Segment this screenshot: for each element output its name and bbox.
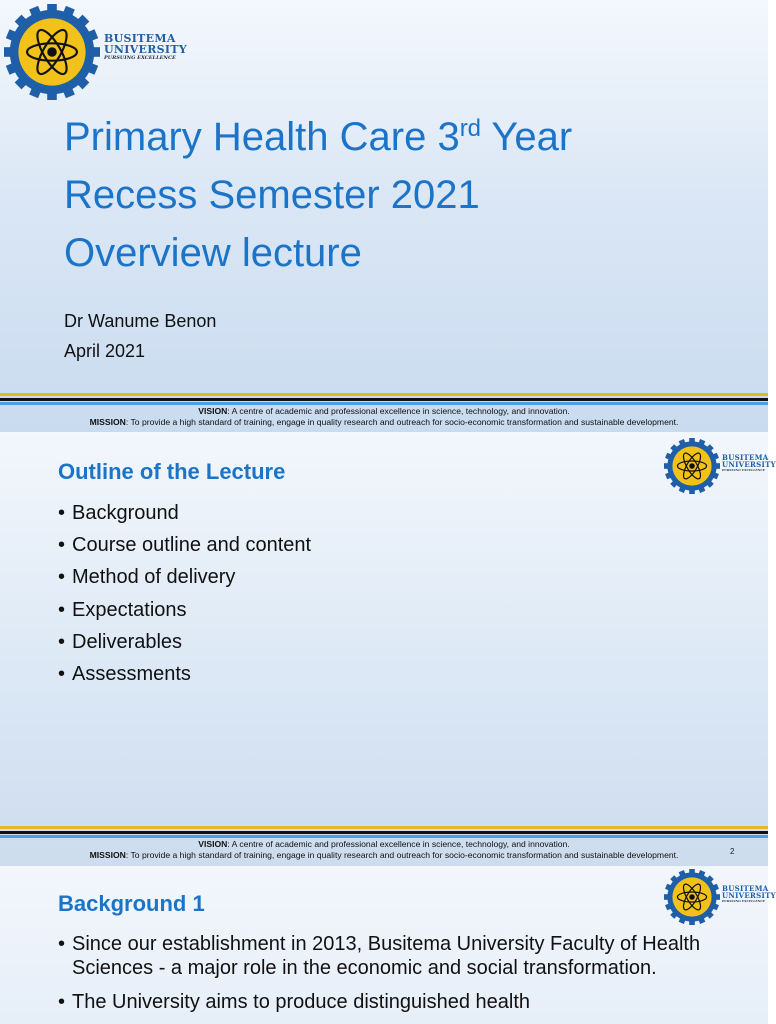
footer-color-band bbox=[0, 393, 768, 405]
vision-mission-footer bbox=[0, 406, 768, 428]
list-item: • The University aims to produce distinguished health bbox=[58, 990, 738, 1014]
background-bullet-list bbox=[58, 932, 738, 1024]
outline-slide bbox=[0, 432, 776, 866]
list-item: • Since our establishment in 2013, Busitema University Faculty of Health Sciences - a major role in the economic and social transformation. bbox=[58, 932, 738, 980]
vision-line: VISION: A centre of academic and professional excellence in science, technology, and innovation. bbox=[198, 839, 570, 849]
list-item: • Deliverables bbox=[58, 626, 311, 658]
footer-color-band bbox=[0, 826, 768, 838]
university-logo-text bbox=[104, 33, 187, 62]
title-slide bbox=[0, 0, 768, 432]
title-line-1: Primary Health Care 3rd Year bbox=[64, 115, 573, 159]
list-item: • Assessments bbox=[58, 658, 311, 690]
outline-bullet-list bbox=[58, 497, 311, 690]
list-item: • Background bbox=[58, 497, 311, 529]
vision-line: VISION: A centre of academic and professional excellence in science, technology, and innovation. bbox=[198, 406, 570, 416]
mission-line: MISSION: To provide a high standard of training, engage in quality research and outreach for socio-economic transformation and sustainable development. bbox=[89, 850, 679, 860]
background-slide bbox=[0, 866, 776, 1024]
presentation-date: April 2021 bbox=[64, 341, 146, 361]
vision-mission-footer bbox=[0, 839, 768, 861]
list-item: • Expectations bbox=[58, 594, 311, 626]
slide-title bbox=[64, 108, 744, 282]
slide-heading: Outline of the Lecture bbox=[58, 459, 286, 484]
title-line-2: Recess Semester 2021 bbox=[64, 173, 480, 217]
university-gear-logo-icon bbox=[664, 869, 720, 925]
list-item: • Method of delivery bbox=[58, 561, 311, 593]
slide-page-number: 2 bbox=[730, 847, 735, 856]
mission-line: MISSION: To provide a high standard of training, engage in quality research and outreach for socio-economic transformation and sustainable development. bbox=[89, 417, 679, 427]
logo-motto: PURSUING EXCELLENCE bbox=[104, 55, 176, 61]
list-item: • Course outline and content bbox=[58, 529, 311, 561]
slide-heading: Background 1 bbox=[58, 891, 205, 916]
university-logo-text: BUSITEMA UNIVERSITY PURSUING EXCELLENCE bbox=[722, 453, 776, 472]
university-logo-text: BUSITEMA UNIVERSITY PURSUING EXCELLENCE bbox=[722, 884, 776, 903]
author-name: Dr Wanume Benon bbox=[64, 311, 217, 331]
university-gear-logo-icon bbox=[4, 4, 100, 100]
title-line-3: Overview lecture bbox=[64, 231, 362, 275]
logo-name-line2: UNIVERSITY bbox=[104, 43, 187, 56]
author-block bbox=[64, 306, 216, 366]
university-gear-logo-icon bbox=[664, 438, 720, 494]
logo-name-line1: BUSITEMA bbox=[104, 32, 176, 45]
